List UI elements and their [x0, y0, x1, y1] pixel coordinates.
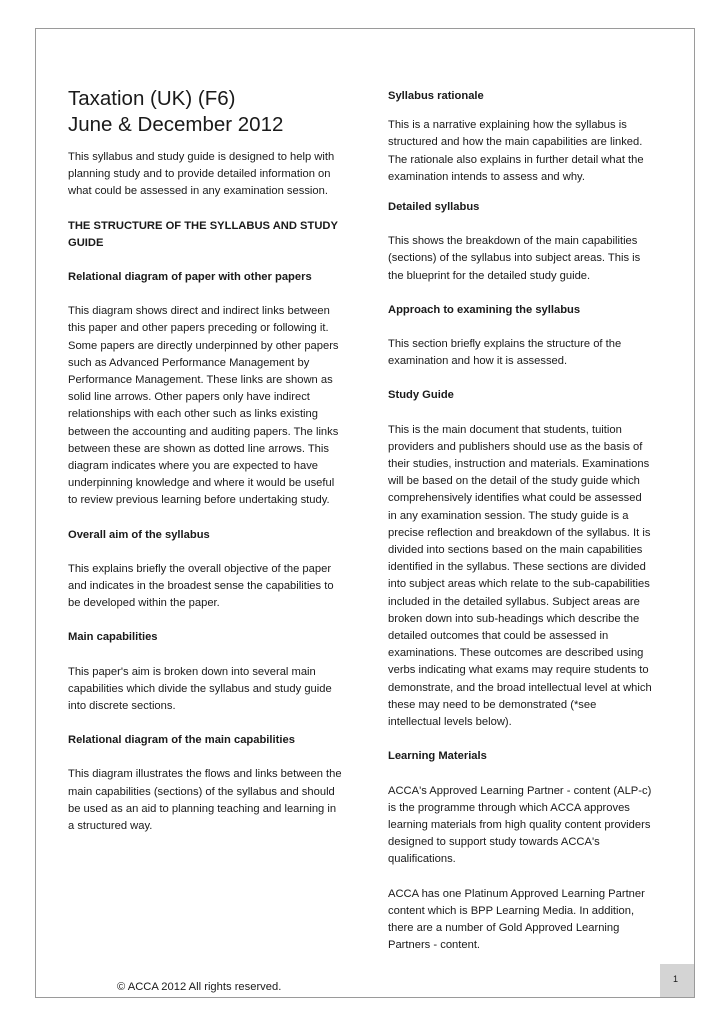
study-guide-text: This is the main document that students, tuition providers and publishers should use as the basis of their studies, instruction and materials. Examinations will be based on the detail of the study guide which comprehensively identifies what could be assessed in any examination session. The study guide is a precise reflection and breakdown of the syllabus. It is divided into sections based on the main capabilities identified in the syllabus. These sections are divided into subject areas which relate to the sub-capabilities included in the detailed syllabus. Subject areas are broken down into sub-headings which describe the detailed outcomes that could be assessed in examinations. These outcomes are described using verbs indicating what exams may require students to demonstrate, and the broad intellectual level at which these may need to be demonstrated (*see intellectual levels below).: [388, 423, 652, 729]
main-capabilities-heading: Main capabilities: [68, 631, 158, 644]
document-subtitle: June & December 2012: [68, 113, 284, 136]
page-number: 1: [673, 974, 679, 984]
detailed-syllabus-heading: Detailed syllabus: [388, 201, 480, 214]
intro-paragraph: This syllabus and study guide is designed to help with planning study and to provide detailed information on what could be assessed in any examination session.: [68, 151, 335, 198]
relational-diagram-heading: Relational diagram of paper with other papers: [68, 271, 312, 284]
document-title: Taxation (UK) (F6): [68, 87, 236, 110]
relational-capabilities-text: This diagram illustrates the flows and links between the main capabilities (sections) of the syllabus and should be used as an aid to planning teaching and learning in a structured way.: [68, 768, 342, 833]
learning-materials-text-2: ACCA has one Platinum Approved Learning Partner content which is BPP Learning Media. In addition, there are a number of Gold Approved Learning Partners - content.: [388, 887, 645, 952]
main-capabilities-text: This paper's aim is broken down into several main capabilities which divide the syllabus and study guide into discrete sections.: [68, 665, 332, 713]
overall-aim-heading: Overall aim of the syllabus: [68, 528, 210, 541]
relational-diagram-text: This diagram shows direct and indirect links between this paper and other papers preceding or following it. Some papers are directly underpinned by other papers such as Advanced Performance Management by Performance Management. These links are shown as solid line arrows. Other papers only have indirect relationships with each other such as links existing between the accounting and auditing papers. The links between these are shown as dotted line arrows. This diagram indicates where you are expected to have underpinning knowledge and where it would be useful to review previous learning before undertaking study.: [68, 305, 339, 507]
detailed-syllabus-text: This shows the breakdown of the main capabilities (sections) of the syllabus into subject areas. This is the blueprint for the detailed study guide.: [388, 235, 641, 282]
learning-materials-heading: Learning Materials: [388, 750, 487, 763]
syllabus-rationale-heading: Syllabus rationale: [388, 90, 484, 102]
structure-heading: THE STRUCTURE OF THE SYLLABUS AND STUDY GUIDE: [68, 219, 338, 249]
approach-text: This section briefly explains the structure of the examination and how it is assessed.: [388, 338, 622, 368]
syllabus-rationale-text: This is a narrative explaining how the syllabus is structured and how the main capabilities are linked. The rationale also explains in further detail what the examination intends to assess and why.: [388, 119, 644, 183]
right-column: [388, 88, 652, 971]
left-column: [68, 86, 344, 852]
learning-materials-text-1: ACCA's Approved Learning Partner - content (ALP-c) is the programme through which ACCA approves learning materials from high quality content providers designed to support study towards ACCA's qualifications.: [388, 784, 652, 866]
relational-capabilities-heading: Relational diagram of the main capabilities: [68, 734, 295, 747]
study-guide-heading: Study Guide: [388, 389, 454, 402]
approach-heading: Approach to examining the syllabus: [388, 303, 581, 316]
copyright-footer: © ACCA 2012 All rights reserved.: [117, 981, 282, 993]
overall-aim-text: This explains briefly the overall objective of the paper and indicates in the broadest sense the capabilities to be developed within the paper.: [68, 562, 334, 610]
